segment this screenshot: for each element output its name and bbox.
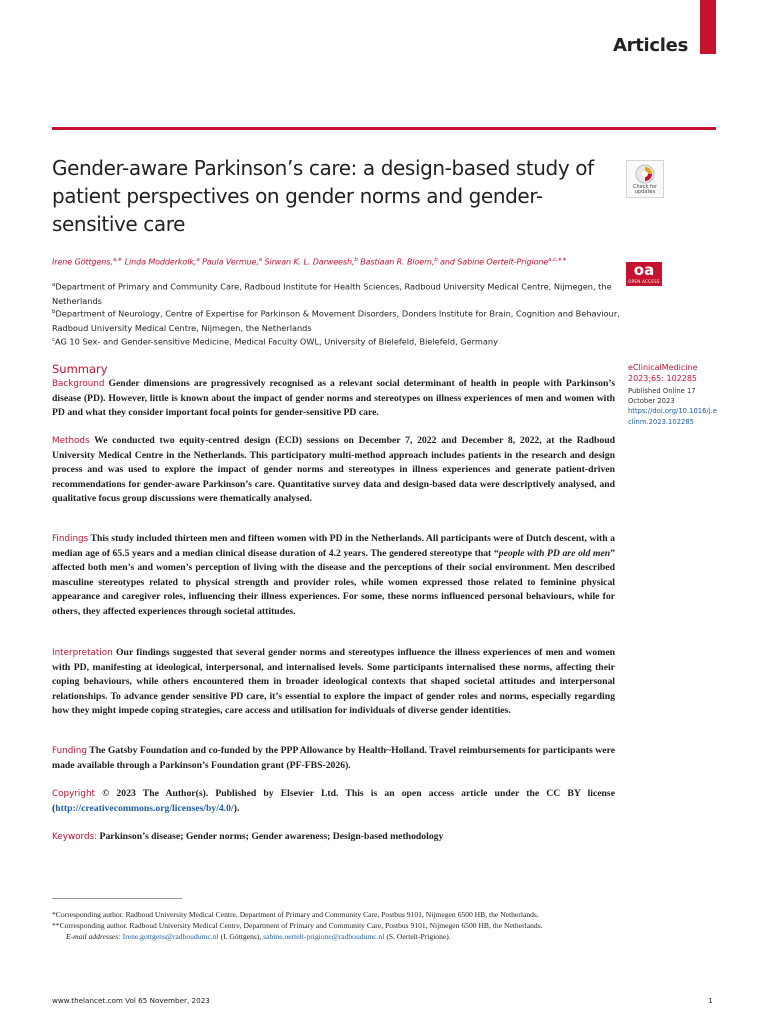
methods-text: We conducted two equity-centred design (ECD) sessions on December 7, 2022 and December 8, 2022, at the Radboud University Medical Centre in the Netherlands. This participatory multi-method approach includes patients in the research and design process and was used to explore the impact of gender norms and stereotypes in illness experiences and generate patient-driven recommendations for gender-aware Parkinson’s care. Quantitative survey data and design-based data were descriptively analysed, and qualitative focus group discussions were thematically analysed. xyxy=(52,435,615,504)
page-footer-source: www.thelancet.com Vol 65 November, 2023 xyxy=(52,996,210,1005)
published-date: Published Online 17 October 2023 xyxy=(628,387,696,405)
copyright-text-pre: © 2023 The Author(s). Published by Elsevier Ltd. This is an open access article under the CC BY license ( xyxy=(52,788,615,814)
summary-heading: Summary xyxy=(52,362,108,376)
affiliation-b: $^b$Department of Neurology, Centre of Expertise for Parkinson & Movement Disorders, Donders Institute for Brain, Cognition and Behaviour, Radboud University Medical Centre, Nijmegen, the Netherlands xyxy=(52,308,620,333)
findings-text-post: ” affected both men’s and women’s perception of living with the disease and the perceptions of their social environment. Men described masculine stereotypes related to physical strength and provider roles, while women expressed those related to feminine physical appearance and caregiver roles, influencing their illness experiences. For some, these norms influenced personal behaviours, while for others, they affected experiences through societal attitudes. xyxy=(52,547,615,617)
copyright-label: Copyright xyxy=(52,789,95,799)
copyright-text-post: ). xyxy=(233,802,240,814)
author-name[interactable]: Paula Vermue, xyxy=(202,257,259,267)
email-name-2: (S. Oertelt-Prigione). xyxy=(386,932,451,942)
article-title: Gender-aware Parkinson’s care: a design-based study of patient perspectives on gender norms and gender-sensitive care xyxy=(52,156,594,236)
oa-sub-label: OPEN ACCESS xyxy=(628,279,660,284)
keywords-paragraph xyxy=(52,830,615,845)
author-sup: b xyxy=(354,257,358,263)
corresponding-author-2: **Corresponding author. Radboud University Medical Centre, Department of Primary and Community Care, Postbus 9101, Nijmegen 6500 HB, the Netherlands. xyxy=(52,921,543,931)
check-updates-line2: updates xyxy=(634,189,656,195)
findings-label: Findings xyxy=(52,534,89,544)
author-sup: a xyxy=(196,257,200,263)
journal-info xyxy=(628,362,718,428)
author-name[interactable]: Linda Modderkolk, xyxy=(124,257,197,267)
findings-text-pre: This study included thirteen men and fifteen women with PD in the Netherlands. All participants were of Dutch descent, with a median age of 65.5 years and a median clinical disease duration of 4.2 years. The gendered stereotype that “ xyxy=(52,533,615,559)
email-link-2[interactable]: sabine.oertelt-prigione@radboudumc.nl xyxy=(263,932,385,942)
corresponding-author-1: *Corresponding author. Radboud University Medical Centre, Department of Primary and Community Care, Postbus 9101, Nijmegen 6500 HB, the Netherlands. xyxy=(52,910,539,919)
findings-quote: people with PD are old men xyxy=(498,547,611,559)
section-label: Articles xyxy=(613,35,688,56)
author-name[interactable]: and Sabine Oertelt-Prigione xyxy=(440,257,549,267)
author-name[interactable]: Bastiaan R. Bloem, xyxy=(360,257,435,267)
author-sup: a,∗ xyxy=(112,257,123,263)
email-name-1: (I. Göttgens), xyxy=(220,932,262,942)
background-text: Gender dimensions are progressively recognised as a relevant social determinant of health in people with Parkinson’s disease (PD). However, little is known about the impact of gender norms and stereotypes on illness experiences of men and women with PD and what they consider important focal points for gender-sensitive PD care. xyxy=(52,378,615,418)
header-rule xyxy=(52,127,716,130)
funding-text: The Gatsby Foundation and co-funded by the PPP Allowance by Health~Holland. Travel reimbursements for participants were made available through a Parkinson’s Foundation grant (PF-FBS-2026). xyxy=(52,745,615,771)
keywords-text: Parkinson’s disease; Gender norms; Gender awareness; Design-based methodology xyxy=(99,831,444,842)
author-name[interactable]: Irene Göttgens, xyxy=(52,257,113,267)
open-access-badge xyxy=(626,262,662,286)
affiliation-c: $^c$AG 10 Sex- and Gender-sensitive Medicine, Medical Faculty OWL, University of Bielefeld, Bielefeld, Germany xyxy=(52,336,498,347)
footnotes xyxy=(52,909,622,943)
check-updates-icon xyxy=(635,164,655,184)
oa-label: oa xyxy=(633,261,655,279)
journal-name: eClinicalMedicine xyxy=(628,363,698,372)
author-sup: a xyxy=(258,257,263,263)
keywords-label: Keywords: xyxy=(52,832,98,842)
copyright-paragraph xyxy=(52,787,615,816)
email-label: E-mail addresses: xyxy=(66,932,121,942)
findings-paragraph xyxy=(52,532,615,619)
interpretation-paragraph xyxy=(52,646,615,719)
author-list xyxy=(52,254,612,269)
author-sup: b xyxy=(434,257,438,263)
background-label: Background xyxy=(52,379,105,389)
check-updates-line1: Check for xyxy=(633,184,657,190)
funding-label: Funding xyxy=(52,746,87,756)
check-for-updates-badge[interactable] xyxy=(626,160,664,198)
background-paragraph xyxy=(52,377,615,421)
footnote-rule xyxy=(52,898,182,899)
interpretation-text: Our findings suggested that several gender norms and stereotypes influence the illness experiences of men and women with PD, manifesting at ideological, interpersonal, and internalised levels. Some participants internalised these norms, affecting their coping behaviours, while others encountered them in broader ideological contexts that shaped societal attitudes and interpersonal relationships. To advance gender sensitive PD care, it’s essential to explore the impact of gender roles and norms, especially regarding how they might impede coping strategies, care access and utilisation for individuals of diverse gender identities. xyxy=(52,647,616,716)
doi-link[interactable]: https://doi.org/10.1016/j.eclinm.2023.102285 xyxy=(628,407,717,426)
red-corner-tab xyxy=(700,0,716,54)
interpretation-label: Interpretation xyxy=(52,648,113,658)
methods-paragraph xyxy=(52,434,615,507)
funding-paragraph xyxy=(52,744,615,773)
page-number: 1 xyxy=(708,996,713,1005)
email-link-1[interactable]: Irene.gottgens@radboudumc.nl xyxy=(122,932,219,942)
methods-label: Methods xyxy=(52,436,90,446)
affiliation-a: $^a$Department of Primary and Community Care, Radboud Institute for Health Sciences, Radboud University Medical Centre, Nijmegen, the Netherlands xyxy=(52,281,612,306)
author-name[interactable]: Sirwan K. L. Darweesh, xyxy=(264,257,355,267)
license-link[interactable]: http://creativecommons.org/licenses/by/4.0/ xyxy=(55,802,234,814)
journal-volume: 2023;65: 102285 xyxy=(628,374,698,383)
author-sup: a,c,∗∗ xyxy=(548,257,567,263)
email-line xyxy=(52,931,622,942)
